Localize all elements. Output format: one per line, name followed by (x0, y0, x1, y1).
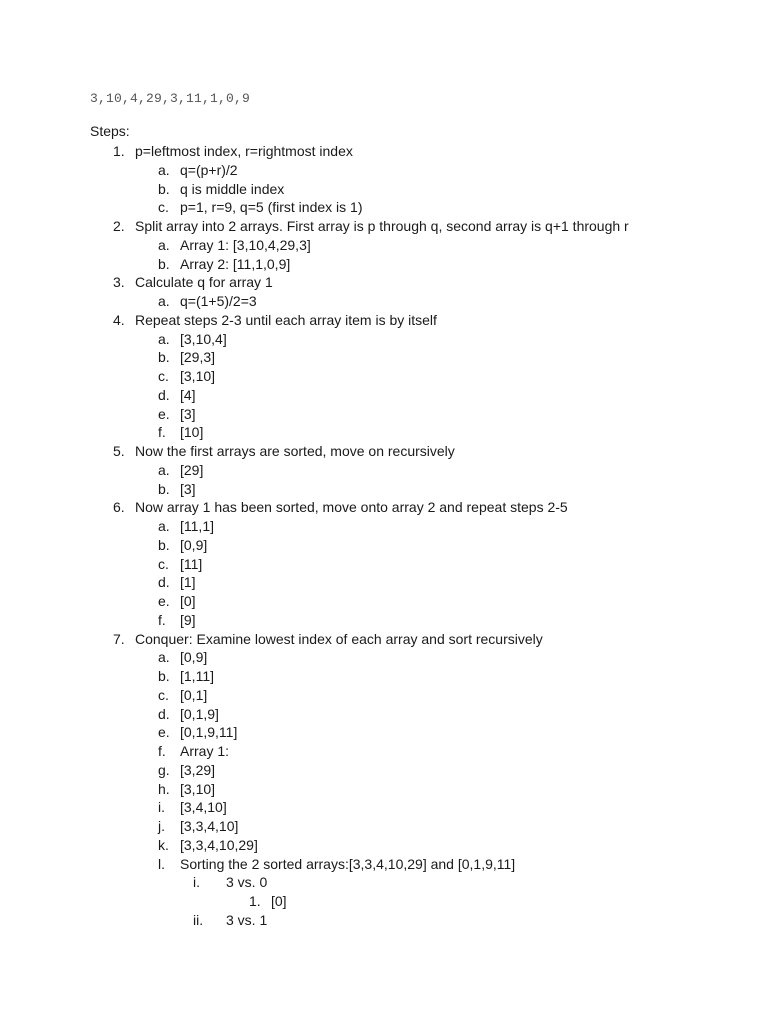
list-marker: 6. (113, 499, 125, 516)
list-text: [0,1,9] (180, 705, 219, 722)
list-marker: i. (193, 874, 200, 891)
list-text: [0,9] (180, 536, 208, 553)
list-marker: f. (158, 611, 166, 628)
steps-label: Steps: (90, 123, 130, 139)
list-text: [3,29] (180, 761, 216, 778)
list-text: [0,9] (180, 649, 208, 666)
list-text: p=1, r=9, q=5 (first index is 1) (180, 199, 363, 216)
list-text: [1] (180, 574, 196, 591)
list-text: Conquer: Examine lowest index of each array and sort recursively (135, 630, 543, 647)
list-text: Now array 1 has been sorted, move onto array 2 and repeat steps 2-5 (135, 499, 568, 516)
list-marker: e. (158, 724, 170, 741)
list-text: [3,10] (180, 368, 216, 384)
list-text: p=leftmost index, r=rightmost index (135, 143, 353, 159)
list-text: Sorting the 2 sorted arrays:[3,3,4,10,29] and [0,1,9,11] (180, 855, 516, 872)
list-marker: 1. (113, 143, 125, 159)
list-marker: l. (158, 855, 165, 872)
list-marker: e. (158, 593, 170, 609)
list-text: [4] (180, 386, 196, 403)
list-text: [3] (180, 405, 196, 422)
list-text: 3 vs. 0 (226, 874, 268, 891)
list-marker: b. (158, 668, 170, 684)
list-text: Split array into 2 arrays. First array is p through q, second array is q+1 through r (135, 218, 629, 234)
list-text: [3,4,10] (180, 799, 227, 816)
list-text: [3,10,4] (180, 330, 227, 347)
list-marker: a. (158, 461, 170, 478)
list-text: [3] (180, 480, 196, 497)
list-marker: a. (158, 330, 170, 347)
list-marker: 3. (113, 274, 125, 291)
list-marker: 1. (249, 893, 261, 909)
list-marker: h. (158, 780, 170, 797)
list-text: [3,3,4,10] (180, 818, 239, 834)
list-text: [29] (180, 461, 204, 478)
list-text: [0] (271, 893, 287, 909)
list-marker: 4. (113, 311, 125, 328)
list-marker: 2. (113, 218, 125, 234)
list-marker: a. (158, 293, 170, 309)
list-text: Array 1: (180, 743, 230, 759)
list-marker: b. (158, 480, 170, 497)
list-text: [9] (180, 611, 196, 628)
array-line: 3,10,4,29,3,11,1,0,9 (90, 91, 251, 106)
list-marker: b. (158, 536, 170, 553)
list-marker: b. (158, 180, 170, 197)
list-marker: d. (158, 574, 170, 591)
list-text: [3,10] (180, 780, 216, 797)
list-marker: f. (158, 743, 166, 759)
list-marker: e. (158, 405, 170, 422)
list-marker: ii. (193, 911, 204, 928)
list-marker: c. (158, 686, 169, 703)
list-text: [0,1] (180, 686, 208, 703)
list-text: Now the first arrays are sorted, move on recursively (135, 443, 455, 459)
list-marker: i. (158, 799, 165, 816)
list-text: [11] (180, 555, 203, 572)
list-text: Calculate q for array 1 (135, 274, 273, 291)
list-marker: d. (158, 386, 170, 403)
list-marker: c. (158, 555, 169, 572)
list-marker: a. (158, 236, 170, 253)
list-marker: g. (158, 761, 170, 778)
list-text: [11,1] (180, 518, 214, 534)
list-text: [0] (180, 593, 196, 609)
list-text: q=(1+5)/2=3 (180, 293, 257, 309)
list-text: Array 1: [3,10,4,29,3] (180, 236, 311, 253)
list-marker: b. (158, 349, 170, 366)
list-text: q is middle index (180, 180, 285, 197)
list-text: 3 vs. 1 (226, 911, 268, 928)
list-text: [0,1,9,11] (180, 724, 238, 741)
list-text: [3,3,4,10,29] (180, 836, 258, 853)
list-marker: a. (158, 161, 170, 178)
list-marker: c. (158, 368, 169, 384)
list-text: Repeat steps 2-3 until each array item is by itself (135, 311, 437, 328)
list-marker: b. (158, 255, 170, 272)
list-text: [29,3] (180, 349, 216, 366)
list-marker: 7. (113, 630, 125, 647)
list-text: Array 2: [11,1,0,9] (180, 255, 291, 272)
list-marker: a. (158, 518, 170, 534)
list-marker: d. (158, 705, 170, 722)
list-marker: a. (158, 649, 170, 666)
list-text: q=(p+r)/2 (180, 161, 238, 178)
list-marker: c. (158, 199, 169, 216)
list-marker: f. (158, 424, 166, 441)
list-text: [10] (180, 424, 204, 441)
list-text: [1,11] (180, 668, 214, 684)
list-marker: j. (158, 818, 165, 834)
list-marker: 5. (113, 443, 125, 459)
list-marker: k. (158, 836, 169, 853)
